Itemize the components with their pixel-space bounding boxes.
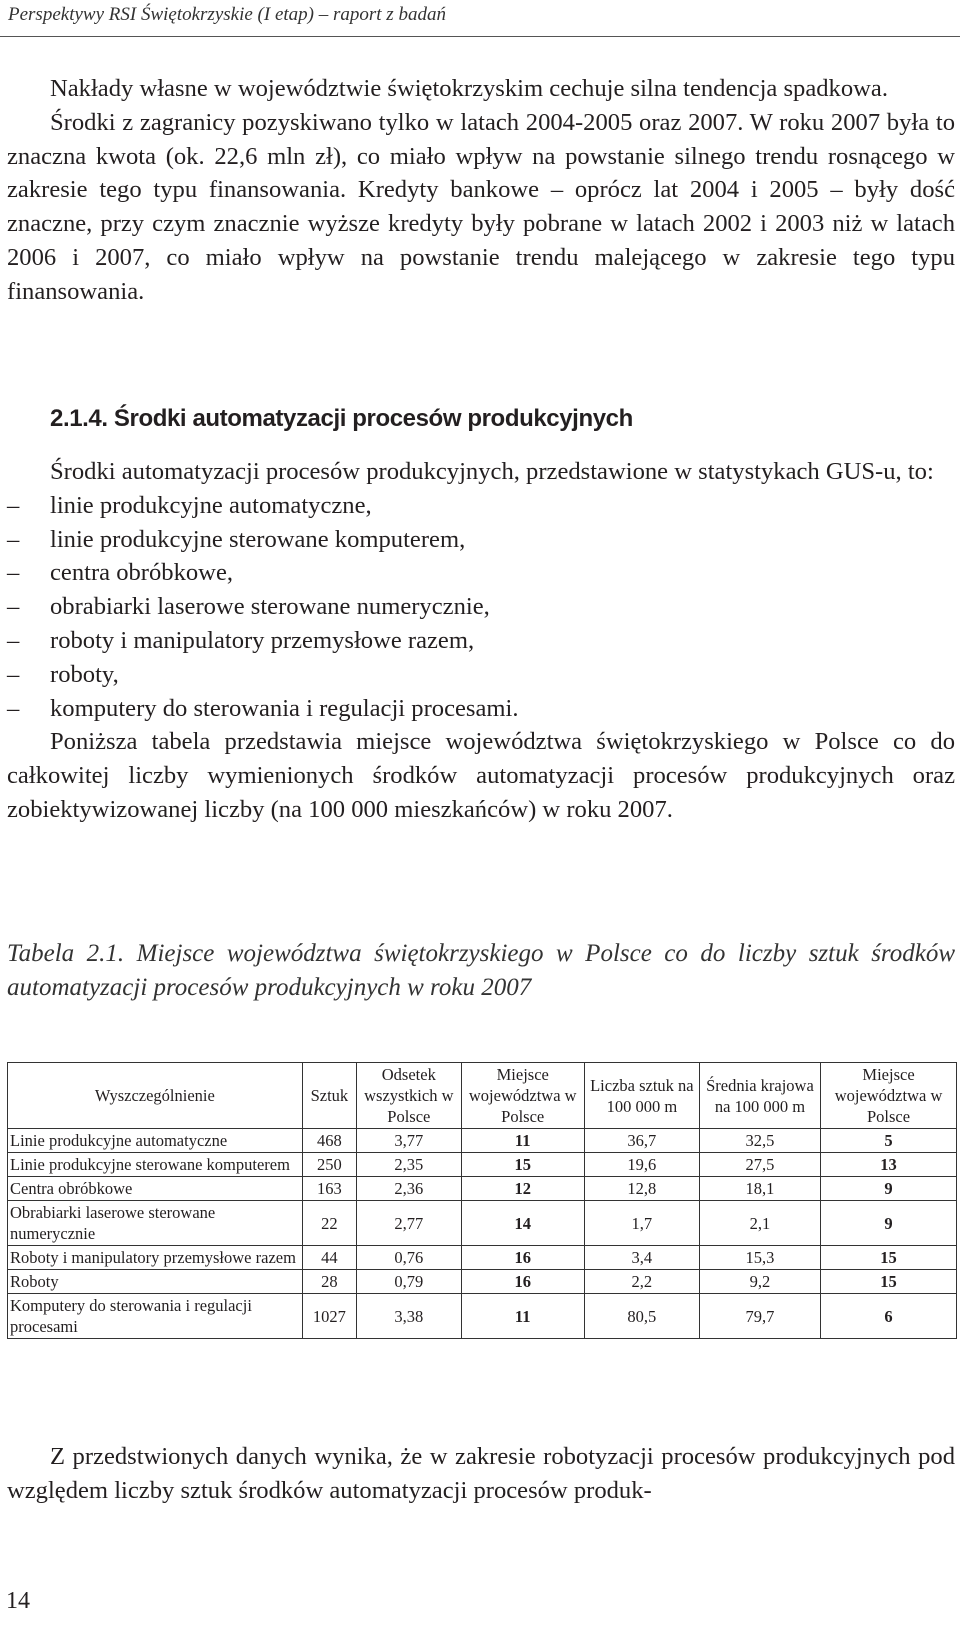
list-item: – centra obróbkowe,: [7, 556, 955, 590]
table-caption: Tabela 2.1. Miejsce województwa świętokrzyskiego w Polsce co do liczby sztuk środków automatyzacji procesów produkcyjnych w roku 2007: [7, 940, 955, 1001]
table-cell: 9: [821, 1177, 957, 1201]
dash-marker: –: [7, 694, 20, 722]
table-cell: 468: [302, 1129, 356, 1153]
table-cell: 2,36: [357, 1177, 462, 1201]
column-header: Miejsce województwa w Polsce: [821, 1063, 957, 1129]
table-cell: 32,5: [699, 1129, 820, 1153]
table-cell: 2,1: [699, 1201, 820, 1246]
closing-text: Z przedstwionych danych wynika, że w zakresie robotyzacji procesów produkcyjnych pod względem liczby sztuk środków automatyzacji procesów produk-: [7, 1443, 955, 1504]
table-row: [8, 1201, 957, 1246]
table-header-row: [8, 1063, 957, 1129]
table-cell: 11: [461, 1129, 584, 1153]
table-row: [8, 1153, 957, 1177]
table-cell: 79,7: [699, 1294, 820, 1339]
table-row: [8, 1294, 957, 1339]
table-cell: 44: [302, 1246, 356, 1270]
table-cell: 3,4: [584, 1246, 699, 1270]
table-cell: 27,5: [699, 1153, 820, 1177]
table-row: [8, 1129, 957, 1153]
section-block: [7, 455, 955, 827]
table-cell: 15: [821, 1246, 957, 1270]
table-cell: 9,2: [699, 1270, 820, 1294]
list-item: – obrabiarki laserowe sterowane numerycznie,: [7, 590, 955, 624]
table-cell: Centra obróbkowe: [8, 1177, 303, 1201]
table-cell: Linie produkcyjne automatyczne: [8, 1129, 303, 1153]
table-cell: 11: [461, 1294, 584, 1339]
table-cell: 2,77: [357, 1201, 462, 1246]
header-rule: [0, 36, 960, 37]
table-cell: Roboty: [8, 1270, 303, 1294]
table-cell: 80,5: [584, 1294, 699, 1339]
table-cell: 15: [821, 1270, 957, 1294]
dash-marker: –: [7, 491, 20, 519]
table-cell: 22: [302, 1201, 356, 1246]
table-cell: 18,1: [699, 1177, 820, 1201]
table-cell: 19,6: [584, 1153, 699, 1177]
column-header: Liczba sztuk na 100 000 m: [584, 1063, 699, 1129]
dash-marker: –: [7, 660, 20, 688]
list-item: – roboty,: [7, 658, 955, 692]
intro-paragraph-1: Nakłady własne w województwie świętokrzyskim cechuje silna tendencja spadkowa.: [50, 75, 888, 102]
table-cell: Komputery do sterowania i regulacji procesami: [8, 1294, 303, 1339]
automation-list: [7, 489, 955, 726]
list-item: – komputery do sterowania i regulacji procesami.: [7, 692, 955, 726]
list-item: – roboty i manipulatory przemysłowe razem,: [7, 624, 955, 658]
page-number: 14: [6, 1588, 30, 1614]
table-cell: 0,79: [357, 1270, 462, 1294]
running-header: Perspektywy RSI Świętokrzyskie (I etap) – raport z badań: [8, 4, 446, 25]
table-cell: 9: [821, 1201, 957, 1246]
table-cell: Obrabiarki laserowe sterowane numerycznie: [8, 1201, 303, 1246]
list-item: – linie produkcyjne sterowane komputerem,: [7, 523, 955, 557]
table-cell: Roboty i manipulatory przemysłowe razem: [8, 1246, 303, 1270]
table-cell: 15,3: [699, 1246, 820, 1270]
column-header: Średnia krajowa na 100 000 m: [699, 1063, 820, 1129]
column-header: Odsetek wszystkich w Polsce: [357, 1063, 462, 1129]
column-header: Wyszczególnienie: [8, 1063, 303, 1129]
table-row: [8, 1270, 957, 1294]
table-cell: 36,7: [584, 1129, 699, 1153]
table-cell: 12,8: [584, 1177, 699, 1201]
table-row: [8, 1246, 957, 1270]
intro-paragraph-2: Środki z zagranicy pozyskiwano tylko w latach 2004-2005 oraz 2007. W roku 2007 była to znaczna kwota (ok. 22,6 mln zł), co miało wpływ na powstanie silnego trendu rosnącego w zakresie tego typu finansowania. Kredyty bankowe – oprócz lat 2004 i 2005 – były dość znaczne, przy czym znacznie wyższe kredyty były pobrane w latach 2002 i 2003 niż w latach 2006 i 2007, co miało wpływ na powstanie trendu malejącego w zakresie tego typu finansowania.: [7, 108, 955, 305]
section-lead: Środki automatyzacji procesów produkcyjnych, przedstawione w statystykach GUS-u, to:: [50, 458, 934, 485]
data-table: [7, 1062, 957, 1339]
table-cell: 1027: [302, 1294, 356, 1339]
dash-marker: –: [7, 593, 20, 621]
table-cell: 3,77: [357, 1129, 462, 1153]
table-cell: 250: [302, 1153, 356, 1177]
table-cell: 5: [821, 1129, 957, 1153]
table-cell: 6: [821, 1294, 957, 1339]
table-cell: 2,35: [357, 1153, 462, 1177]
table-cell: 16: [461, 1270, 584, 1294]
table-cell: 12: [461, 1177, 584, 1201]
intro-block: [7, 72, 955, 309]
table-cell: 3,38: [357, 1294, 462, 1339]
table-cell: 16: [461, 1246, 584, 1270]
section-heading: 2.1.4. Środki automatyzacji procesów produkcyjnych: [50, 405, 633, 432]
table-cell: 163: [302, 1177, 356, 1201]
table-cell: 2,2: [584, 1270, 699, 1294]
table-row: [8, 1177, 957, 1201]
table-cell: 0,76: [357, 1246, 462, 1270]
section-after-paragraph: Poniższa tabela przedstawia miejsce województwa świętokrzyskiego w Polsce co do całkowitej liczby wymienionych środków automatyzacji procesów produkcyjnych oraz zobiektywizowanej liczby (na 100 000 mieszkańców) w roku 2007.: [7, 728, 955, 823]
list-item: – linie produkcyjne automatyczne,: [7, 489, 955, 523]
column-header: Sztuk: [302, 1063, 356, 1129]
dash-marker: –: [7, 626, 20, 654]
dash-marker: –: [7, 525, 20, 553]
table-cell: 13: [821, 1153, 957, 1177]
table-cell: 28: [302, 1270, 356, 1294]
dash-marker: –: [7, 559, 20, 587]
column-header: Miejsce województwa w Polsce: [461, 1063, 584, 1129]
closing-paragraph: [7, 1440, 955, 1508]
table-cell: 1,7: [584, 1201, 699, 1246]
table-cell: 14: [461, 1201, 584, 1246]
table-cell: 15: [461, 1153, 584, 1177]
table-cell: Linie produkcyjne sterowane komputerem: [8, 1153, 303, 1177]
